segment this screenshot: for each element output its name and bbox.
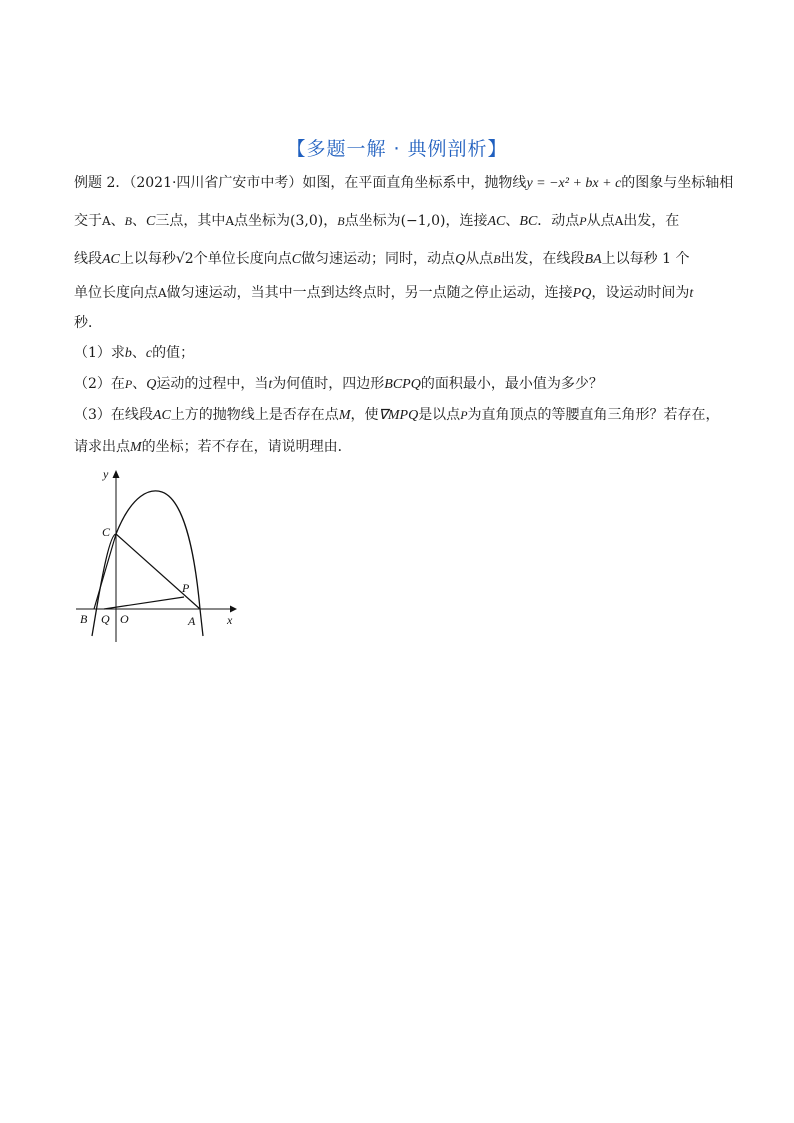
problem-line-2: 交于A、B、C三点，其中A点坐标为(3,0)，B点坐标为(−1,0)，连接AC、BC．动点P从点A出发，在: [74, 213, 680, 229]
question-3-line-2: 请求出点M的坐标；若不存在，请说明理由．: [74, 439, 352, 455]
label-o: O: [120, 612, 129, 626]
label-b: B: [80, 612, 88, 626]
label-x: x: [227, 613, 233, 627]
label-y: y: [103, 467, 109, 481]
label-a: A: [188, 614, 196, 628]
label-p: P: [182, 581, 190, 595]
question-3: （3）在线段AC上方的抛物线上是否存在点M，使∇MPQ是以点P为直角顶点的等腰直角三角形？若存在，: [74, 407, 720, 423]
geometry-figure: [72, 464, 242, 649]
question-1: （1）求b、c的值；: [74, 345, 195, 361]
problem-line-1: 例题 2．（2021·四川省广安市中考）如图，在平面直角坐标系中，抛物线y = −x² + bx + c的图象与坐标轴相: [74, 175, 734, 191]
x-axis-arrow: [230, 606, 237, 613]
label-q: Q: [101, 612, 110, 626]
problem-line-4: 单位长度向点A做匀速运动，当其中一点到达终点时，另一点随之停止运动，连接PQ，设运动时间为t: [74, 285, 694, 301]
segment-bc: [94, 534, 116, 609]
question-2: （2）在P、Q运动的过程中，当t为何值时，四边形BCPQ的面积最小，最小值为多少？: [74, 376, 603, 392]
label-c: C: [102, 525, 111, 539]
problem-line-3: 线段AC上以每秒√2个单位长度向点C做匀速运动；同时，动点Q从点B出发，在线段BA上以每秒 1 个: [74, 251, 690, 267]
problem-line-5: 秒．: [74, 315, 102, 331]
y-axis-arrow: [113, 470, 120, 478]
section-title: 【多题一解 · 典例剖析】: [286, 138, 508, 160]
segment-ac: [116, 534, 200, 609]
